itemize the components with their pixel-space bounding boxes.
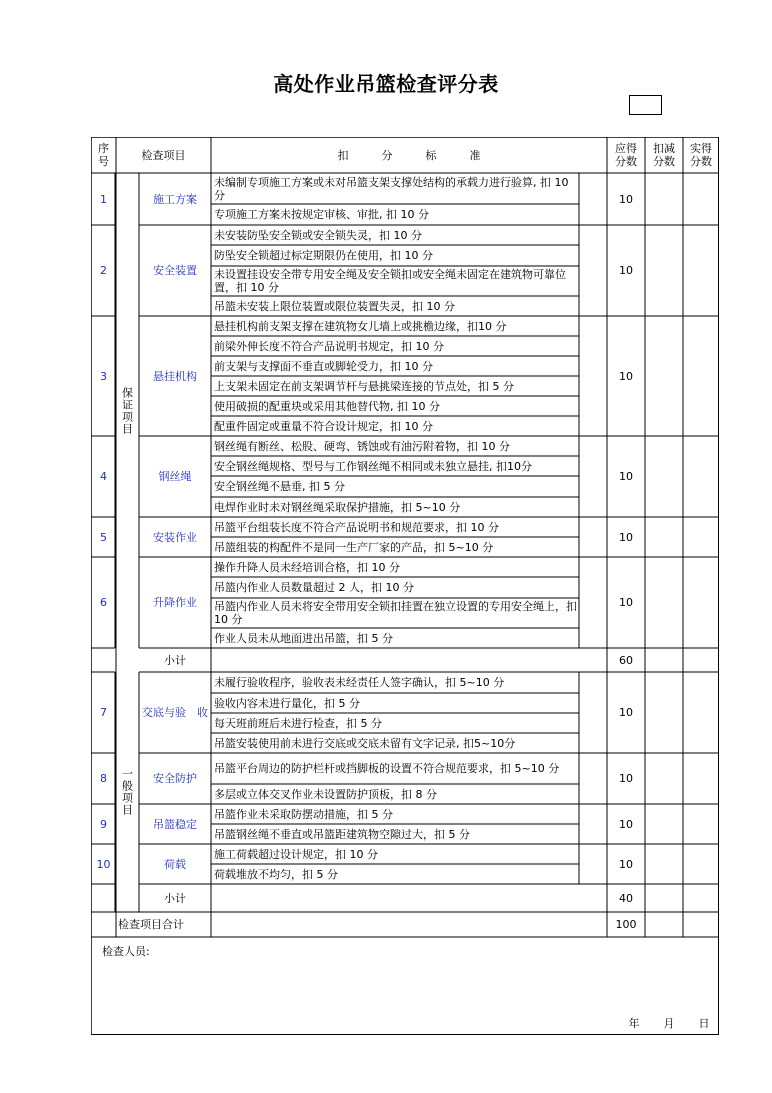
criteria-text: 安全钢丝绳不悬垂, 扣 5 分 xyxy=(214,480,345,493)
section-score: 10 xyxy=(619,817,633,831)
criteria-text: 吊篮安装使用前未进行交底或交底未留有文字记录, 扣5~10分 xyxy=(214,736,516,750)
header-should: 应得分数 xyxy=(615,142,637,168)
section-number: 8 xyxy=(100,772,107,785)
score-box xyxy=(629,95,662,115)
section-name: 安全装置 xyxy=(153,264,197,277)
inspector-label: 检查人员: xyxy=(102,944,150,958)
criteria-text: 未安装防坠安全锁或安全锁失灵，扣 10 分 xyxy=(214,228,422,242)
section-number: 10 xyxy=(96,857,111,871)
subtotal-label: 小计 xyxy=(164,891,186,905)
header-seq: 序号 xyxy=(98,142,109,168)
subtotal-label: 小计 xyxy=(164,653,186,667)
section-score: 10 xyxy=(619,596,633,609)
section-score: 10 xyxy=(619,369,633,383)
criteria-text: 安全钢丝绳规格、型号与工作钢丝绳不相同或未独立悬挂, 扣10分 xyxy=(214,459,532,473)
category-guarantee: 保证项目 xyxy=(120,386,134,435)
section-name: 钢丝绳 xyxy=(158,470,192,483)
section-name: 吊篮稳定 xyxy=(153,817,197,831)
section-name: 安装作业 xyxy=(153,530,197,544)
subtotal-value: 60 xyxy=(619,653,633,667)
criteria-text: 多层或立体交叉作业未设置防护顶板，扣 8 分 xyxy=(214,787,437,801)
criteria-text: 作业人员未从地面进出吊篮，扣 5 分 xyxy=(214,631,393,645)
criteria-text: 荷载堆放不均匀，扣 5 分 xyxy=(214,867,338,881)
section-name: 升降作业 xyxy=(153,596,197,609)
date-year-label: 年 xyxy=(628,1016,640,1030)
criteria-text: 电焊作业时未对钢丝绳采取保护措施，扣 5~10 分 xyxy=(214,500,461,514)
criteria-text: 未设置挂设安全带专用安全绳及安全锁扣或安全绳未固定在建筑物可靠位置，扣 10 分 xyxy=(214,268,566,294)
criteria-text: 使用破损的配重块或采用其他替代物, 扣 10 分 xyxy=(214,399,440,413)
section-score: 10 xyxy=(619,530,633,544)
section-number: 7 xyxy=(100,706,107,719)
section-score: 10 xyxy=(619,264,633,277)
section-score: 10 xyxy=(619,470,633,483)
section-score: 10 xyxy=(619,192,633,206)
section-number: 3 xyxy=(100,369,107,383)
criteria-text: 吊篮平台组装长度不符合产品说明书和规范要求，扣 10 分 xyxy=(214,520,499,534)
section-name: 交底与验 收 xyxy=(142,706,208,719)
criteria-text: 吊篮组装的构配件不是同一生产厂家的产品，扣 5~10 分 xyxy=(214,540,494,554)
criteria-text: 专项施工方案未按规定审核、审批, 扣 10 分 xyxy=(214,208,429,221)
criteria-text: 未编制专项施工方案或未对吊篮支架支撑处结构的承载力进行验算, 扣 10 分 xyxy=(214,175,569,202)
criteria-text: 施工荷载超过设计规定，扣 10 分 xyxy=(214,847,378,861)
header-item: 检查项目 xyxy=(141,148,186,162)
section-number: 6 xyxy=(100,596,107,609)
criteria-text: 吊篮平台周边的防护栏杆或挡脚板的设置不符合规范要求，扣 5~10 分 xyxy=(214,762,560,775)
section-name: 悬挂机构 xyxy=(153,369,197,383)
section-number: 4 xyxy=(100,470,107,483)
section-name: 施工方案 xyxy=(153,192,197,206)
section-number: 2 xyxy=(100,264,107,277)
section-score: 10 xyxy=(619,857,633,871)
criteria-text: 上支架未固定在前支架调节杆与悬挑梁连接的节点处，扣 5 分 xyxy=(214,379,514,393)
criteria-text: 吊篮未安装上限位装置或限位装置失灵，扣 10 分 xyxy=(214,299,455,313)
criteria-text: 操作升降人员未经培训合格，扣 10 分 xyxy=(214,560,400,574)
header-actual: 实得分数 xyxy=(690,142,712,168)
criteria-text: 验收内容未进行量化，扣 5 分 xyxy=(214,696,360,710)
criteria-text: 吊篮钢丝绳不垂直或吊篮距建筑物空隙过大，扣 5 分 xyxy=(214,827,470,841)
criteria-text: 防坠安全锁超过标定期限仍在使用，扣 10 分 xyxy=(214,249,433,262)
header-criteria: 扣 分 标 准 xyxy=(337,148,481,162)
criteria-text: 前支架与支撑面不垂直或脚轮受力，扣 10 分 xyxy=(214,359,433,373)
date-day-label: 日 xyxy=(698,1016,710,1030)
criteria-text: 前梁外伸长度不符合产品说明书规定，扣 10 分 xyxy=(214,339,444,353)
section-number: 1 xyxy=(100,192,107,206)
section-score: 10 xyxy=(619,772,633,785)
criteria-text: 吊篮内作业人员未将安全带用安全锁扣挂置在独立设置的专用安全绳上，扣 10 分 xyxy=(214,600,577,626)
section-number: 9 xyxy=(100,817,107,831)
criteria-text: 每天班前班后未进行检查，扣 5 分 xyxy=(214,716,382,730)
score-table xyxy=(91,137,719,1035)
section-name: 荷载 xyxy=(164,857,186,871)
category-general: 一般项目 xyxy=(120,768,134,816)
section-number: 5 xyxy=(100,530,107,544)
subtotal-value: 40 xyxy=(619,891,633,905)
date-month-label: 月 xyxy=(663,1016,675,1030)
header-deduct: 扣减分数 xyxy=(653,142,675,168)
total-label: 检查项目合计 xyxy=(118,918,184,931)
criteria-text: 悬挂机构前支架支撑在建筑物女儿墙上或挑檐边缘，扣10 分 xyxy=(214,319,507,333)
criteria-text: 吊篮作业未采取防摆动措施，扣 5 分 xyxy=(214,807,393,821)
section-name: 安全防护 xyxy=(153,772,197,785)
total-value: 100 xyxy=(615,918,637,931)
criteria-text: 未履行验收程序，验收表未经责任人签字确认，扣 5~10 分 xyxy=(214,676,505,689)
page-title: 高处作业吊篮检查评分表 xyxy=(273,72,499,96)
criteria-text: 钢丝绳有断丝、松股、硬弯、锈蚀或有油污附着物，扣 10 分 xyxy=(214,439,510,453)
section-score: 10 xyxy=(619,706,633,719)
criteria-text: 吊篮内作业人员数量超过 2 人，扣 10 分 xyxy=(214,581,414,594)
criteria-text: 配重件固定或重量不符合设计规定，扣 10 分 xyxy=(214,419,433,433)
